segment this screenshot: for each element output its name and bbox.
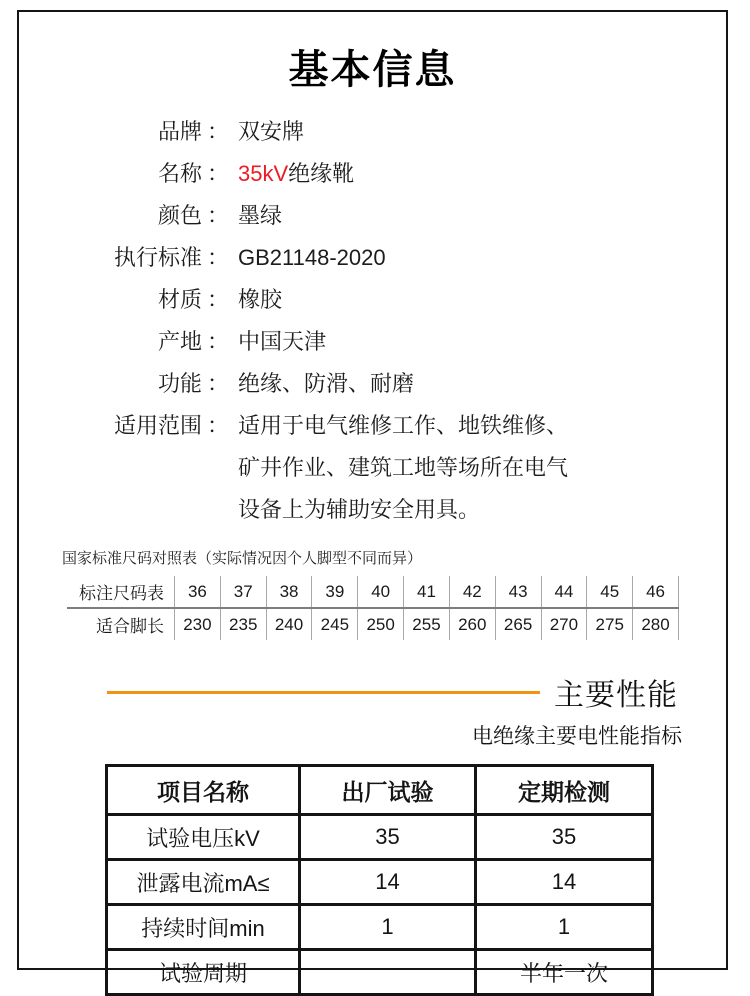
info-label-material: 材质: [157, 287, 202, 312]
size-row-label: 适合脚长: [67, 609, 175, 640]
size-cell: 39: [312, 576, 358, 607]
cell-value: 14: [476, 860, 653, 905]
foot-length-cell: 270: [542, 609, 588, 640]
info-label-color: 颜色: [157, 203, 202, 228]
size-cell: 37: [221, 576, 267, 607]
info-separator: ：: [206, 413, 229, 438]
cell-label: 泄露电流mA≤: [107, 860, 300, 905]
cell-value: 14: [300, 860, 476, 905]
size-row-sizes: [67, 576, 679, 609]
info-value-origin: 中国天津: [238, 329, 327, 354]
size-cell: 43: [496, 576, 542, 607]
header-factory-test: 出厂试验: [300, 766, 476, 815]
info-separator: ：: [206, 245, 229, 270]
info-row-function: [19, 363, 726, 405]
info-label-scope: 适用范围: [113, 413, 202, 438]
info-separator: ：: [206, 371, 229, 396]
info-separator: ：: [206, 161, 229, 186]
info-row-brand: [19, 111, 726, 153]
table-row-leakage-current: [107, 860, 653, 905]
foot-length-cell: 240: [267, 609, 313, 640]
info-row-scope: [19, 405, 726, 531]
name-rest: 绝缘靴: [288, 161, 355, 186]
info-separator: ：: [206, 287, 229, 312]
size-cell: 40: [358, 576, 404, 607]
accent-line: [107, 691, 540, 694]
header-item-name: 项目名称: [107, 766, 300, 815]
foot-length-cell: 260: [450, 609, 496, 640]
scope-line-3: 设备上为辅助安全用具。: [238, 497, 481, 522]
cell-value: 1: [300, 905, 476, 950]
size-chart-note: 国家标准尺码对照表（实际情况因个人脚型不同而异）: [62, 550, 423, 567]
size-row-foot-lengths: [67, 609, 679, 640]
info-label-standard: 执行标准: [113, 245, 202, 270]
info-row-standard: [19, 237, 726, 279]
performance-section-header: [19, 670, 726, 714]
foot-length-cell: 235: [221, 609, 267, 640]
foot-length-cell: 230: [175, 609, 221, 640]
info-value-function: 绝缘、防滑、耐磨: [238, 371, 415, 396]
page-title: 基本信息: [288, 48, 457, 92]
cell-label: 试验周期: [107, 950, 300, 995]
cell-value: [300, 950, 476, 995]
performance-header-row: [107, 766, 653, 815]
foot-length-cell: 245: [312, 609, 358, 640]
performance-table: [105, 764, 654, 996]
cell-value: 35: [300, 815, 476, 860]
size-cell: 46: [633, 576, 679, 607]
scope-line-1: 适用于电气维修工作、地铁维修、: [238, 413, 569, 438]
cell-label: 试验电压kV: [107, 815, 300, 860]
foot-length-cell: 250: [358, 609, 404, 640]
foot-length-cell: 280: [633, 609, 679, 640]
size-chart-table: [67, 576, 679, 640]
foot-length-cell: 275: [587, 609, 633, 640]
size-cell: 38: [267, 576, 313, 607]
info-row-origin: [19, 321, 726, 363]
info-value-material: 橡胶: [238, 287, 283, 312]
info-separator: ：: [206, 119, 229, 144]
info-label-brand: 品牌: [157, 119, 202, 144]
foot-length-cell: 265: [496, 609, 542, 640]
info-value-brand: 双安牌: [238, 119, 305, 144]
performance-section-title: 主要性能: [554, 679, 678, 712]
size-cell: 45: [587, 576, 633, 607]
info-value-scope: [238, 405, 726, 531]
scope-line-2: 矿井作业、建筑工地等场所在电气: [238, 455, 569, 480]
cell-value: 35: [476, 815, 653, 860]
size-row-label: 标注尺码表: [67, 576, 175, 607]
size-cell: 44: [542, 576, 588, 607]
info-value-color: 墨绿: [238, 203, 283, 228]
cell-label: 持续时间min: [107, 905, 300, 950]
info-row-color: [19, 195, 726, 237]
info-label-name: 名称: [157, 161, 202, 186]
size-cell: 41: [404, 576, 450, 607]
cell-value: 半年一次: [476, 950, 653, 995]
page-frame: [17, 10, 728, 986]
info-value-standard: GB21148-2020: [238, 245, 386, 270]
voltage-highlight: 35kV: [238, 161, 289, 186]
info-label-origin: 产地: [157, 329, 202, 354]
info-value-name: [238, 153, 726, 195]
performance-subtitle: 电绝缘主要电性能指标: [472, 725, 682, 748]
cell-value: 1: [476, 905, 653, 950]
info-row-material: [19, 279, 726, 321]
table-row-duration: [107, 905, 653, 950]
info-separator: ：: [206, 329, 229, 354]
info-row-name: [19, 153, 726, 195]
basic-info-list: [19, 111, 726, 531]
table-row-test-voltage: [107, 815, 653, 860]
table-row-test-cycle: [107, 950, 653, 995]
header-periodic-test: 定期检测: [476, 766, 653, 815]
info-separator: ：: [206, 203, 229, 228]
size-cell: 36: [175, 576, 221, 607]
size-cell: 42: [450, 576, 496, 607]
info-label-function: 功能: [157, 371, 202, 396]
foot-length-cell: 255: [404, 609, 450, 640]
